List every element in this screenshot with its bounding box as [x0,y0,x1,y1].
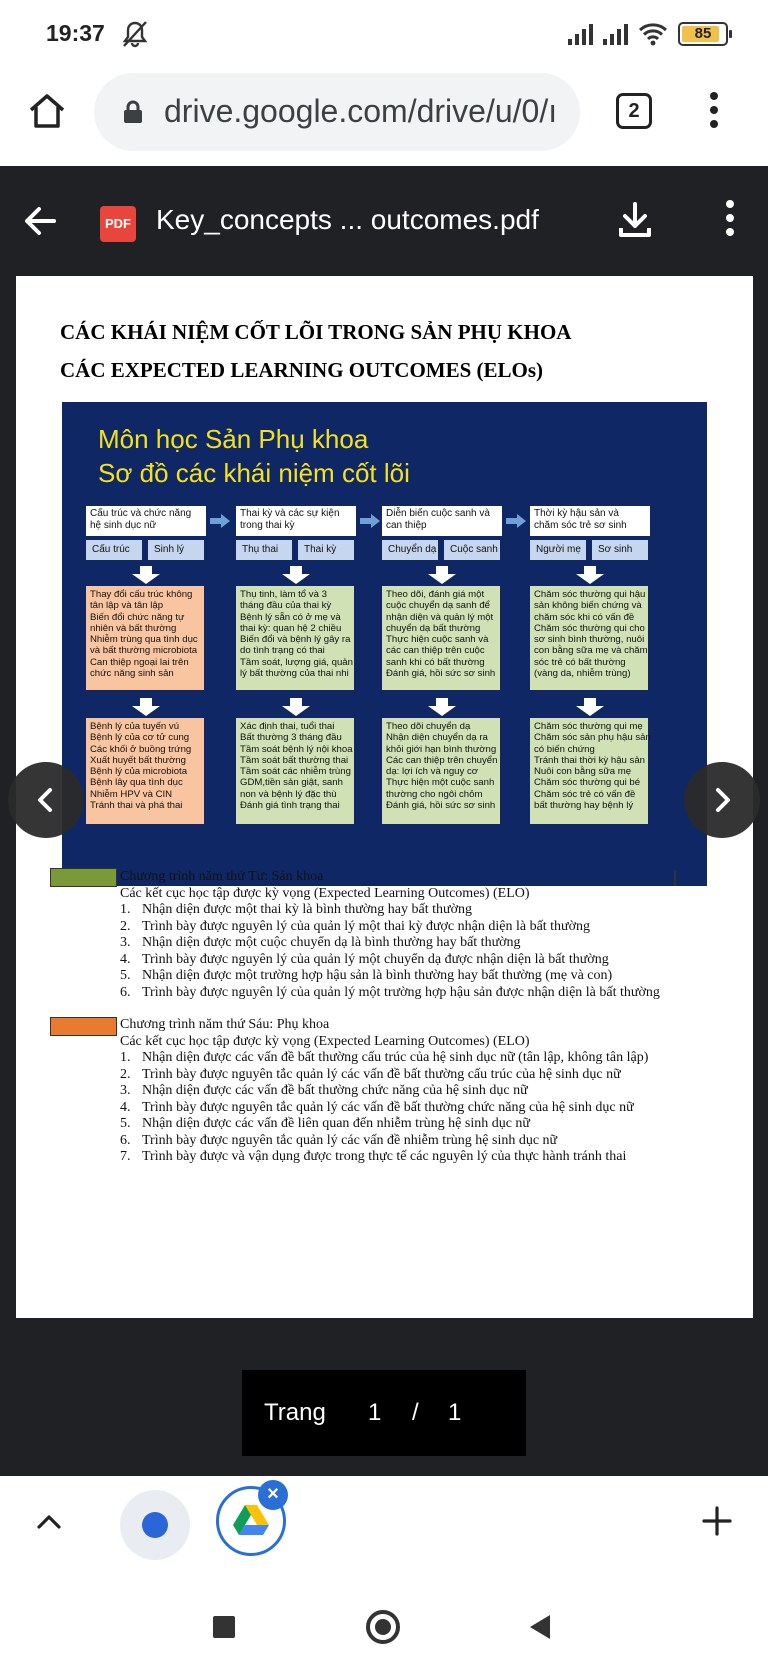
concept-line: Bệnh lý của tuyến vú [90,721,180,732]
concept-line: (vàng da, nhiễm trùng) [534,668,631,680]
concept-line: Tầm soát các nhiễm trùng [240,766,351,778]
concept-line: Bệnh lây qua tình dục [90,777,183,789]
document-title-line1: CÁC KHÁI NIỆM CỐT LÕI TRONG SẢN PHỤ KHOA [60,320,572,344]
concept-line: GDM,tiền sản giật, sanh [240,777,343,789]
concept-tag: Người mẹ [530,540,586,560]
concept-column-header: Cấu trúc và chức năng hệ sinh dục nữ [86,506,206,536]
elo-item [120,1100,648,1117]
concept-box-detail [236,718,354,824]
concept-line: Bệnh lý của cơ tử cung [90,732,190,744]
back-arrow-icon[interactable] [22,203,58,239]
down-arrow-icon [428,566,456,584]
concept-line: Tránh thai thời kỳ hậu sản [534,754,645,766]
elo-section-title: Chương trình năm thứ Sáu: Phụ khoa [120,1017,330,1032]
page-label: Trang [264,1399,326,1426]
more-vert-icon[interactable] [722,200,738,240]
elo-item-text: Nhận diện được một cuộc chuyển dạ là bình thường hay bất thường [142,935,521,950]
browser-toolbar [0,68,768,164]
elo-item-number: 1. [120,902,131,917]
concept-line: Thụ tinh, làm tổ và 3 [240,589,327,600]
browser-menu-icon[interactable] [706,92,722,132]
legend-swatch-gynecology [50,1017,117,1036]
page-current: 1 [368,1399,382,1426]
concept-line: Thay đổi cấu trúc không [90,589,193,600]
concept-line: Chăm sóc sản phụ hậu sản [534,732,651,744]
elo-item-number: 3. [120,1083,131,1098]
elo-item-text: Trình bày được nguyên lý của quản lý một thai kỳ được nhận diện là bất thường [142,918,591,934]
next-page-button[interactable] [684,762,760,838]
concept-box-detail [382,718,500,824]
chevron-left-icon [30,784,62,816]
concept-line: và bất thường microbiota [90,645,198,657]
pdf-page [16,276,753,1318]
concept-line: Nhiễm trùng qua tình dục [90,634,198,646]
elo-item-text: Trình bày được nguyên lý của quản lý một chuyển dạ được nhận diện là bất thường [142,951,609,967]
legend-swatch-obstetrics [50,868,117,887]
down-arrow-icon [282,566,310,584]
elo-item [120,1149,648,1166]
elo-item-text: Nhận diện được các vấn đề liên quan đến nhiễm trùng hệ sinh dục nữ [142,1116,531,1131]
pdf-toolbar [0,166,768,276]
url-text: drive.google.com/drive/u/0/ı [164,93,558,129]
elo-item-text: Trình bày được nguyên tắc quản lý các vấn đề bất thường cấu trúc của hệ sinh dục nữ [142,1066,621,1082]
concept-line: các can thiệp trên cuộc [386,645,485,657]
down-arrow-icon [576,698,604,716]
concept-line: Đánh giá tình trạng thai [240,800,340,812]
concept-tag: Sinh lý [148,540,204,560]
previous-page-button[interactable] [8,762,84,838]
concept-column-header: Thai kỳ và các sự kiện trong thai kỳ [236,506,356,536]
concept-line: Nhận diện chuyển dạ ra [386,732,488,744]
home-button[interactable] [366,1610,400,1644]
concept-tag: Cấu trúc [86,540,142,560]
elo-item-text: Trình bày được nguyên lý của quản lý một trường hợp hậu sản được nhận diện là bất thường [142,984,660,1000]
concept-line: dạ: lợi ích và nguy cơ [386,766,479,778]
home-icon[interactable] [26,90,68,132]
elo-item [120,1050,648,1067]
health-app-bubble[interactable] [120,1490,190,1560]
page-separator: / [412,1399,419,1426]
concept-box-core [382,586,500,690]
elo-item [120,1067,648,1084]
concept-tag: Cuộc sanh [444,540,500,560]
elo-item-text: Trình bày được nguyên tắc quản lý các vấn đề bất thường chức năng của hệ sinh dục nữ [142,1099,634,1115]
tab-switcher-button[interactable]: 2 [616,93,652,129]
elo-item-number: 4. [120,951,131,967]
concept-line: Bất thường 3 tháng đầu [240,732,342,744]
elo-section-title: Chương trình năm thứ Tư: Sản khoa [120,869,324,884]
concept-line: Biến đổi và bệnh lý gây ra [240,634,351,646]
down-arrow-icon [576,566,604,584]
slide-heading-line2: Sơ đồ các khái niệm cốt lõi [98,458,410,488]
elo-item [120,952,660,969]
concept-line: khỏi giới hạn bình thường [386,743,497,755]
google-drive-icon [231,1503,271,1539]
concept-line: thường cho ngôi chỏm [386,788,483,800]
concept-line: Xuất huyết bất thường [90,754,186,766]
concept-line: Bệnh lý sẵn có ở mẹ và [240,611,341,623]
concept-tag: Sơ sinh [592,540,648,560]
file-name: Key_concepts ... outcomes.pdf [156,204,539,235]
concept-box-core [86,586,204,690]
elo-item-text: Nhận diện được các vấn đề bất thường chức năng của hệ sinh dục nữ [142,1083,528,1098]
back-button[interactable] [528,1614,552,1640]
chevron-right-icon [706,784,738,816]
concept-line: con bằng sữa mẹ và chăm [534,645,648,657]
down-arrow-icon [132,698,160,716]
elo-item-text: Nhận diện được một thai kỳ là bình thường hay bất thường [142,902,472,917]
lock-icon [122,100,144,124]
elo-obstetrics [120,868,660,1001]
concept-line: tháng đầu của thai kỳ [240,600,332,612]
elo-gynecology [120,1016,648,1166]
down-arrow-icon [132,566,160,584]
elo-item-number: 6. [120,1132,131,1148]
concept-line: Các can thiệp trên chuyển [386,754,498,766]
concept-line: Theo dõi, đánh giá một [386,589,485,600]
concept-line: Nuôi con bằng sữa mẹ [534,766,632,778]
down-arrow-icon [428,698,456,716]
concept-tag: Thai kỳ [298,540,354,560]
address-bar[interactable] [94,73,580,151]
elo-item-number: 5. [120,1116,131,1131]
close-icon[interactable]: × [258,1480,288,1510]
concept-line: bất thường hay bệnh lý [534,800,634,812]
concept-line: Can thiệp ngoại lai trên [90,656,189,668]
concept-line: Chăm sóc thường qui hậu [534,589,646,600]
elo-item-number: 7. [120,1149,131,1164]
chevron-up-icon[interactable] [36,1512,62,1530]
battery-level: 85 [694,25,712,42]
concept-line: lý bất thường của thai nhi [240,668,349,680]
status-bar [0,0,768,68]
concept-line: Chăm sóc trẻ có vấn đề [534,788,636,800]
concept-line: thai kỳ: quan hệ 2 chiều [240,622,342,634]
recents-button[interactable] [213,1616,235,1638]
concept-line: Các khối ở buồng trứng [90,743,192,755]
concept-line: tân lập và tân lập [90,600,164,612]
elo-item-number: 2. [120,1066,131,1082]
concept-line: chăm sóc khi có vấn đề [534,611,635,623]
elo-item [120,1116,648,1133]
flow-arrow-icon [506,514,526,528]
signal-icon-2 [603,23,628,45]
concept-box-core [530,586,648,690]
pdf-viewer [0,166,768,1476]
elo-item [120,919,660,936]
concept-line: sóc trẻ có bất thường [534,656,626,668]
concept-line: non và bệnh lý đặc thù [240,788,337,800]
elo-item-number: 4. [120,1099,131,1115]
elo-section-subtitle: Các kết cục học tập được kỳ vọng (Expected Learning Outcomes) (ELO) [120,886,530,901]
concept-line: Theo dõi chuyển dạ [386,721,471,732]
concept-box-detail [86,718,204,824]
document-title-line2: CÁC EXPECTED LEARNING OUTCOMES (ELOs) [60,358,544,382]
page-total: 1 [448,1399,462,1426]
concept-tag: Thụ thai [236,540,292,560]
concept-map-slide [62,402,707,886]
concept-line: sanh khi có bất thường [386,656,485,668]
elo-item-text: Trình bày được nguyên tắc quản lý các vấn đề nhiễm trùng hệ sinh dục nữ [142,1132,558,1148]
status-time: 19:37 [46,20,105,46]
concept-line: Tránh thai và phá thai [90,800,183,812]
elo-item [120,1083,648,1100]
elo-item-text: Nhận diện được các vấn đề bất thường cấu trúc của hệ sinh dục nữ (tân lập, không tân lập) [142,1050,649,1065]
elo-item-number: 5. [120,968,131,983]
concept-line: chức năng sinh sản [90,668,174,680]
concept-line: Chăm sóc thường qui mẹ [534,721,643,732]
concept-box-detail [530,718,651,824]
system-navigation-bar [0,1574,768,1664]
concept-line: Bệnh lý của microbiota [90,766,188,778]
concept-line: Thực hiện một cuộc sanh [386,777,495,789]
download-icon[interactable] [615,200,655,240]
elo-item [120,1133,648,1150]
elo-item-number: 2. [120,918,131,934]
text-cursor [674,870,676,886]
signal-icon [568,23,593,45]
concept-column-header: Diễn biến cuộc sanh và can thiệp [382,506,502,536]
concept-line: Xác định thai, tuổi thai [240,721,335,732]
plus-icon[interactable] [702,1506,732,1536]
elo-item [120,968,660,985]
concept-line: Thực hiện cuộc sanh và [386,634,489,646]
concept-line: có biến chứng [534,743,595,755]
concept-line: nhiên và bất thường [90,622,177,634]
elo-item-number: 3. [120,935,131,950]
concept-line: Tầm soát bệnh lý nội khoa [240,743,353,755]
bubble-bar [0,1476,768,1574]
wifi-icon [638,22,668,46]
concept-line: Nhiễm HPV và CIN [90,788,173,800]
elo-item [120,902,660,919]
concept-line: nhận diện và quản lý một [386,611,494,623]
elo-item [120,985,660,1002]
down-arrow-icon [282,698,310,716]
elo-item-text: Nhận diện được một trường hợp hậu sản là bình thường hay bất thường (mẹ và con) [142,968,613,983]
pdf-icon: PDF [100,206,136,242]
concept-line: Chăm sóc thường qui cho [534,622,645,634]
elo-item-number: 6. [120,984,131,1000]
flow-arrow-icon [210,514,230,528]
page-indicator [242,1370,526,1456]
elo-item-text: Trình bày được và vận dụng được trong thực tế các nguyên lý của thực hành tránh thai [142,1149,627,1164]
elo-section-subtitle: Các kết cục học tập được kỳ vọng (Expected Learning Outcomes) (ELO) [120,1034,530,1049]
elo-item [120,935,660,952]
concept-line: chuyển dạ bất thường [386,622,481,634]
concept-column-header: Thời kỳ hậu sản và chăm sóc trẻ sơ sinh [530,506,650,536]
concept-line: do tình trạng có thai [240,645,325,657]
concept-line: Đánh giá, hồi sức sơ sinh [386,800,496,812]
battery-icon [678,22,728,46]
concept-line: Tầm soát bất thường thai [240,754,349,766]
concept-tag: Chuyển dạ [382,540,438,560]
concept-line: sơ sinh bình thường, nuôi [534,634,645,646]
concept-line: cuộc chuyển dạ sanh để [386,600,491,612]
elo-item-number: 1. [120,1050,131,1065]
concept-line: Chăm sóc thường qui bé [534,777,641,789]
notifications-muted-icon [122,20,148,48]
concept-line: sản không biến chứng và [534,600,642,612]
slide-heading-line1: Môn học Sản Phụ khoa [98,424,369,454]
health-app-icon [142,1512,168,1538]
concept-line: Biến đổi chức năng tự [90,611,185,623]
concept-line: Tầm soát, lượng giá, quản [240,656,353,668]
concept-line: Đánh giá, hồi sức sơ sinh [386,668,496,680]
flow-arrow-icon [360,514,380,528]
concept-box-core [236,586,354,690]
